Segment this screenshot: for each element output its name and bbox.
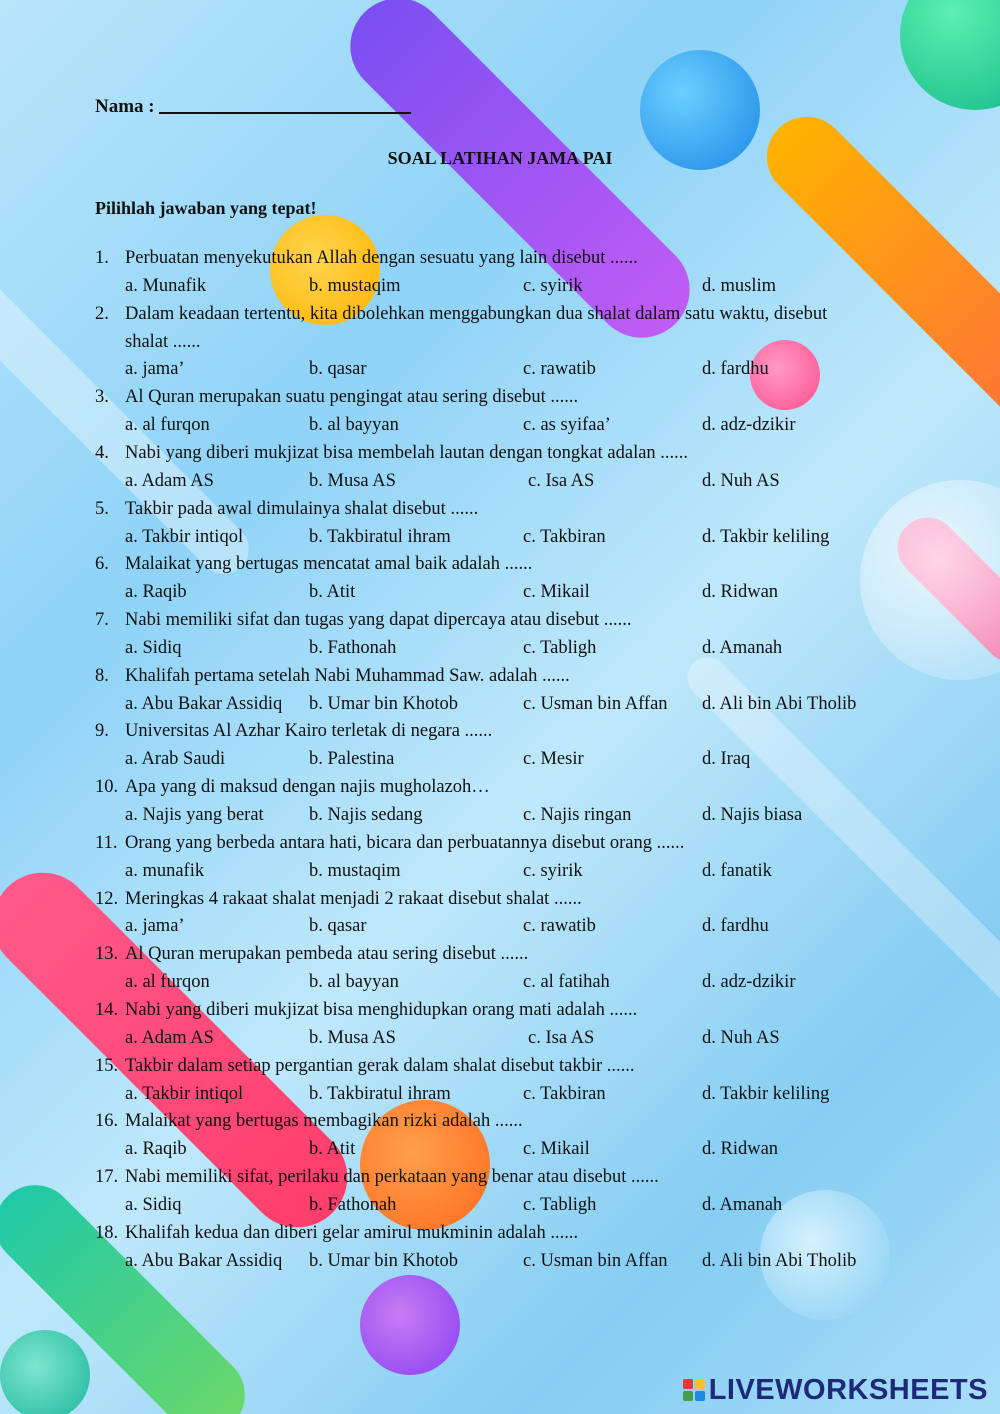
answer-option-d[interactable]: d. Takbir keliling [702,526,830,547]
question-text: Nabi memiliki sifat, perilaku dan perkataan yang benar atau disebut ...... [125,1167,659,1188]
question-number: 7. [95,610,109,631]
question-17 [95,1165,659,1189]
question-text: Khalifah pertama setelah Nabi Muhammad Saw. adalah ...... [125,665,570,686]
answer-option-b[interactable]: b. Musa AS [309,1027,396,1048]
question-number: 17. [95,1167,119,1188]
question-number: 4. [95,442,109,463]
question-text-continued: shalat ...... [125,331,201,352]
question-8 [95,664,570,688]
worksheet-title: SOAL LATIHAN JAMA PAI [387,148,613,168]
question-1 [95,246,638,270]
question-6 [95,552,532,576]
question-text: Takbir pada awal dimulainya shalat disebut ...... [125,498,479,519]
answer-option-b[interactable]: b. Umar bin Khotob [309,693,459,714]
question-15 [95,1054,635,1078]
question-7 [95,608,632,632]
question-11 [95,831,684,855]
question-number: 1. [95,248,109,268]
question-text: Universitas Al Azhar Kairo terletak di negara ...... [125,721,493,742]
question-text: Perbuatan menyekutukan Allah dengan sesuatu yang lain disebut ...... [125,248,638,268]
question-number: 3. [95,387,109,408]
answer-option-a[interactable]: a. al furqon [125,972,210,993]
answer-option-a[interactable]: a. Munafik [125,275,207,296]
question-9 [95,719,492,743]
logo-square [683,1379,693,1389]
answer-option-d[interactable]: d. fardhu [702,916,769,937]
instruction: Pilihlah jawaban yang tepat! [95,198,317,218]
answer-option-d[interactable]: d. Iraq [702,749,751,770]
question-number: 2. [95,303,109,324]
question-text: Nabi yang diberi mukjizat bisa membelah lautan dengan tongkat adalan ...... [125,442,689,463]
answer-option-c[interactable]: c. Usman bin Affan [523,1250,668,1271]
question-number: 18. [95,1222,119,1243]
answer-option-a[interactable]: a. Abu Bakar Assidiq [125,693,283,714]
question-text: Nabi yang diberi mukjizat bisa menghidupkan orang mati adalah ...... [125,999,638,1020]
answer-option-b[interactable]: b. al bayyan [309,415,399,436]
answer-option-c[interactable]: c. Najis ringan [523,805,632,825]
question-number: 6. [95,554,109,575]
answer-option-a[interactable]: a. Raqib [125,582,187,603]
answer-option-c[interactable]: c. rawatib [523,359,596,380]
answer-option-b[interactable]: b. Takbiratul ihram [309,1083,451,1104]
answer-option-c[interactable]: c. Takbiran [523,526,606,547]
answer-option-d[interactable]: d. Amanah [702,637,783,658]
name-label: Nama : [95,96,155,117]
question-text: Orang yang berbeda antara hati, bicara dan perbuatannya disebut orang ...... [125,832,685,853]
logo-square [695,1391,705,1401]
name-input-line[interactable] [159,112,411,114]
question-number: 9. [95,721,109,742]
question-number: 15. [95,1055,119,1076]
question-10 [95,775,490,799]
logo-square [683,1391,693,1401]
answer-option-b[interactable]: b. mustaqim [309,860,401,881]
answer-option-d[interactable]: d. fardhu [702,359,769,380]
answer-option-c[interactable]: c. syirik [523,275,583,296]
answer-option-d[interactable]: d. Ali bin Abi Tholib [702,1250,857,1271]
answer-option-b[interactable]: b. Takbiratul ihram [309,526,451,547]
question-text: Al Quran merupakan suatu pengingat atau sering disebut ...... [125,387,579,408]
answer-option-d[interactable]: d. Nuh AS [702,1027,780,1048]
answer-option-c[interactable]: c. syirik [523,860,583,881]
answer-option-d[interactable]: d. fanatik [702,860,772,881]
question-text: Takbir dalam setiap pergantian gerak dalam shalat disebut takbir ...... [125,1055,635,1076]
question-text: Dalam keadaan tertentu, kita dibolehkan menggabungkan dua shalat dalam satu waktu, disebut [125,303,828,324]
answer-option-d[interactable]: d. Ridwan [702,1139,779,1160]
question-number: 12. [95,888,119,909]
answer-option-c[interactable]: c. Isa AS [528,470,595,491]
answer-option-c[interactable]: c. Tabligh [523,1194,597,1215]
question-number: 13. [95,944,119,965]
logo-square [695,1379,705,1389]
answer-option-c[interactable]: c. al fatihah [523,972,610,993]
answer-option-b[interactable]: b. Najis sedang [309,805,423,825]
answer-option-c[interactable]: c. Usman bin Affan [523,693,668,714]
logo-icon [683,1379,705,1401]
answer-option-d[interactable]: d. Nuh AS [702,470,780,491]
answer-option-d[interactable]: d. muslim [702,275,777,296]
question-number: 10. [95,777,119,798]
answer-option-c[interactable]: c. as syifaa’ [523,415,611,436]
answer-option-a[interactable]: a. Takbir intiqol [125,1083,244,1104]
answer-option-c[interactable]: c. Tabligh [523,637,597,658]
answer-option-a[interactable]: a. Sidiq [125,637,182,658]
answer-option-a[interactable]: a. Sidiq [125,1194,182,1215]
answer-option-d[interactable]: d. adz-dzikir [702,415,796,436]
answer-option-a[interactable]: a. munafik [125,860,205,881]
answer-option-b[interactable]: b. Palestina [309,749,395,770]
answer-option-b[interactable]: b. Fathonah [309,637,397,658]
answer-option-a[interactable]: a. jama’ [125,916,185,937]
answer-option-d[interactable]: d. Takbir keliling [702,1083,830,1104]
question-12 [95,887,582,911]
answer-option-d[interactable]: d. Najis biasa [702,805,803,825]
answer-option-b[interactable]: b. qasar [309,359,367,380]
answer-option-b[interactable]: b. Atit [309,1139,356,1160]
liveworksheets-logo [683,1372,988,1408]
question-text: Apa yang di maksud dengan najis mugholazoh… [125,777,490,798]
answer-option-b[interactable]: b. qasar [309,916,367,937]
question-number: 5. [95,498,109,519]
answer-option-a[interactable]: a. Adam AS [125,1027,214,1048]
answer-option-d[interactable]: d. Amanah [702,1194,783,1215]
answer-option-a[interactable]: a. Adam AS [125,470,214,491]
question-16 [95,1109,523,1133]
question-14 [95,998,637,1022]
answer-option-a[interactable]: a. Najis yang berat [125,805,264,825]
answer-option-a[interactable]: a. Abu Bakar Assidiq [125,1250,283,1271]
answer-option-a[interactable]: a. Raqib [125,1139,187,1160]
answer-option-a[interactable]: a. Takbir intiqol [125,526,244,547]
answer-option-b[interactable]: b. Umar bin Khotob [309,1250,459,1271]
answer-option-b[interactable]: b. mustaqim [309,275,401,296]
question-number: 11. [95,832,118,853]
question-5 [95,497,478,521]
answer-option-c[interactable]: c. Mikail [523,1139,590,1160]
question-text: Al Quran merupakan pembeda atau sering disebut ...... [125,944,529,965]
question-number: 8. [95,665,109,686]
answer-option-c[interactable]: c. Mesir [523,749,584,770]
question-number: 16. [95,1111,119,1132]
question-2 [95,302,827,326]
answer-option-b[interactable]: b. Fathonah [309,1194,397,1215]
question-13 [95,942,528,966]
answer-option-d[interactable]: d. adz-dzikir [702,972,796,993]
answer-option-a[interactable]: a. al furqon [125,415,210,436]
name-field [95,96,411,118]
question-4 [95,441,688,465]
answer-option-d[interactable]: d. Ali bin Abi Tholib [702,693,857,714]
logo-text: LIVEWORKSHEETS [708,1373,988,1406]
question-text: Meringkas 4 rakaat shalat menjadi 2 rakaat disebut shalat ...... [125,888,582,909]
answer-option-c[interactable]: c. Takbiran [523,1083,606,1104]
question-text: Nabi memiliki sifat dan tugas yang dapat dipercaya atau disebut ...... [125,610,632,631]
answer-option-c[interactable]: c. Mikail [523,582,590,603]
question-number: 14. [95,999,119,1020]
answer-option-c[interactable]: c. rawatib [523,916,596,937]
answer-option-a[interactable]: a. jama’ [125,359,185,380]
answer-option-b[interactable]: b. Atit [309,582,356,603]
question-18 [95,1221,578,1245]
answer-option-a[interactable]: a. Arab Saudi [125,749,226,770]
answer-option-b[interactable]: b. Musa AS [309,470,396,491]
answer-option-b[interactable]: b. al bayyan [309,972,399,993]
question-text: Khalifah kedua dan diberi gelar amirul mukminin adalah ...... [125,1222,579,1243]
question-text: Malaikat yang bertugas mencatat amal baik adalah ...... [125,554,533,575]
question-3 [95,385,578,409]
answer-option-c[interactable]: c. Isa AS [528,1027,595,1048]
answer-option-d[interactable]: d. Ridwan [702,582,779,603]
question-text: Malaikat yang bertugas membagikan rizki adalah ...... [125,1111,523,1132]
